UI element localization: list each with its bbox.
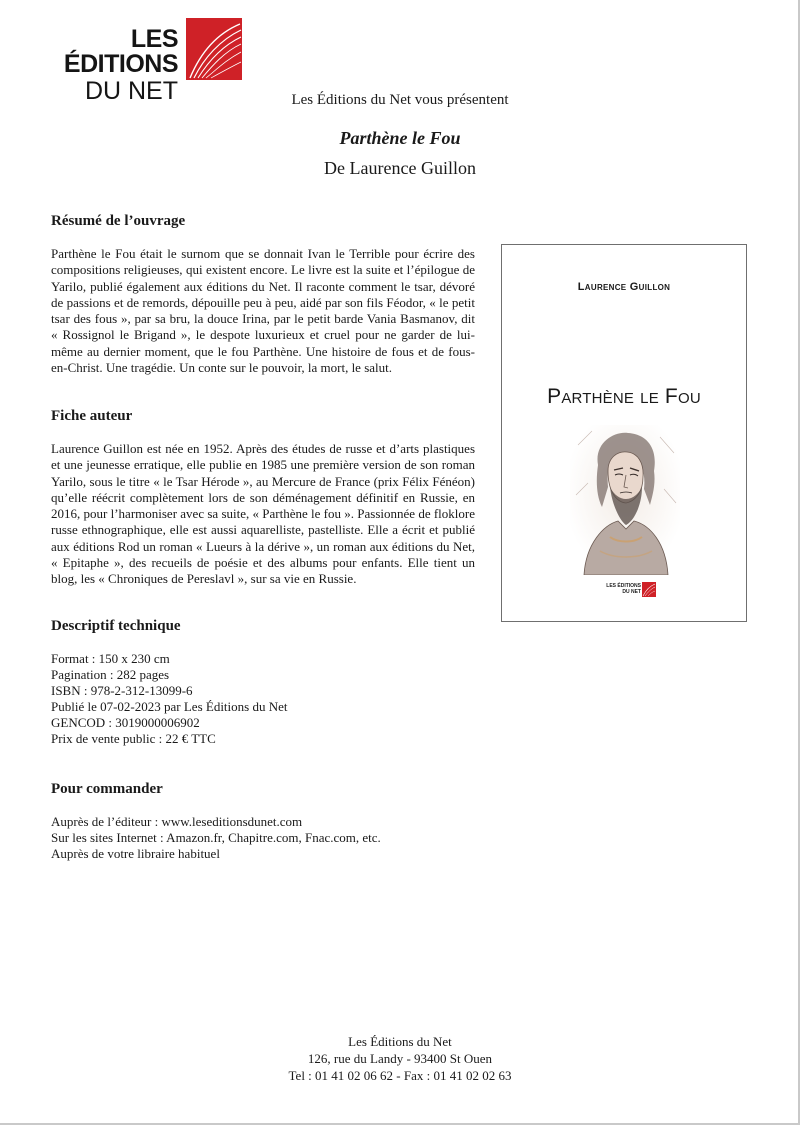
- logo-line-1: LES ÉDITIONS: [63, 25, 178, 78]
- cover-title: Parthène le Fou: [547, 385, 701, 408]
- footer-publisher-name: Les Éditions du Net: [348, 1034, 452, 1049]
- publisher-logo: [26, 18, 246, 105]
- technical-published: Publié le 07-02-2023 par Les Éditions du Net: [51, 699, 288, 714]
- order-bookseller: Auprès de votre libraire habituel: [51, 846, 220, 861]
- logo-swoosh-icon: [186, 18, 242, 80]
- book-cover-image: [501, 244, 747, 622]
- technical-format: Format : 150 x 230 cm: [51, 651, 170, 666]
- cover-portrait-illustration: [570, 425, 680, 575]
- summary-heading: Résumé de l’ouvrage: [51, 213, 186, 229]
- cover-author: Laurence Guillon: [577, 281, 671, 293]
- technical-isbn: ISBN : 978-2-312-13099-6: [51, 683, 193, 698]
- order-list: [51, 814, 381, 862]
- technical-gencod: GENCOD : 3019000006902: [51, 715, 200, 730]
- cover-logo-line-1: LES ÉDITIONS: [606, 583, 641, 589]
- cover-logo-line-2: DU NET: [622, 588, 641, 595]
- order-heading: Pour commander: [51, 781, 163, 797]
- logo-line-2: DU NET: [84, 77, 178, 105]
- cover-logo-swoosh-icon: [642, 582, 656, 597]
- book-title: Parthène le Fou: [339, 128, 461, 148]
- cover-publisher-logo: [600, 582, 656, 598]
- technical-pagination: Pagination : 282 pages: [51, 667, 170, 682]
- book-author: De Laurence Guillon: [324, 158, 476, 178]
- footer-address: 126, rue du Landy - 93400 St Ouen: [307, 1051, 493, 1066]
- footer-contact: Tel : 01 41 02 06 62 - Fax : 01 41 02 02 63: [288, 1068, 512, 1083]
- author-text: Laurence Guillon est née en 1952. Après des études de russe et d’arts plastiques et une jeunesse erratique, elle publie en 1985 une première version de son roman Yarilo, sous le titre « le Tsar Hérode », au Mercure de France (prix Félix Fénéon) qu’elle réécrit complètement lors de son déménagement définitif en Russie, en 2016, pour l’harmoniser avec sa suite, « Parthène le fou ». Passionnée de floklore russe ethnographique, elle est aussi aquarelliste, pastelliste. Elle a écrit et publié aux éditions Rod un roman « Lueurs à la dérive », un roman aux éditions du Net, « Epitaphe », des recueils de poésie et des albums pour enfants. Elle tient un blog, les « Chroniques de Pereslavl », sur sa vie en Russie.: [51, 441, 475, 587]
- order-websites: Sur les sites Internet : Amazon.fr, Chapitre.com, Fnac.com, etc.: [51, 830, 381, 845]
- summary-text: Parthène le Fou était le surnom que se donnait Ivan le Terrible pour écrire des compositions religieuses, qui existent encore. Le livre est la suite et l’épilogue de Yarilo, publié également aux éditions du Net. Il raconte comment le tsar, dévoré de passions et de remords, dépouille peu à peu, aidé par son fils Féodor, « le petit tsar des fous », par sa bru, la douce Irina, par le petit barde Vania Basmanov, dit « Rossignol le Brigand », le despote luxurieux et cruel pour ne garder de lui-même au dernier moment, que le fou Parthène. Une histoire de fous et de fous-en-Christ. Une tragédie. Un conte sur le pouvoir, la mort, le salut.: [51, 246, 475, 376]
- technical-list: [51, 651, 288, 747]
- technical-heading: Descriptif technique: [51, 618, 181, 634]
- publisher-footer: [0, 1033, 800, 1084]
- presents-line: Les Éditions du Net vous présentent: [291, 92, 509, 108]
- cover-logo-wordmark: [606, 584, 641, 595]
- order-publisher: Auprès de l’éditeur : www.leseditionsdunet.com: [51, 814, 303, 829]
- technical-price: Prix de vente public : 22 € TTC: [51, 731, 216, 746]
- author-heading: Fiche auteur: [51, 408, 133, 424]
